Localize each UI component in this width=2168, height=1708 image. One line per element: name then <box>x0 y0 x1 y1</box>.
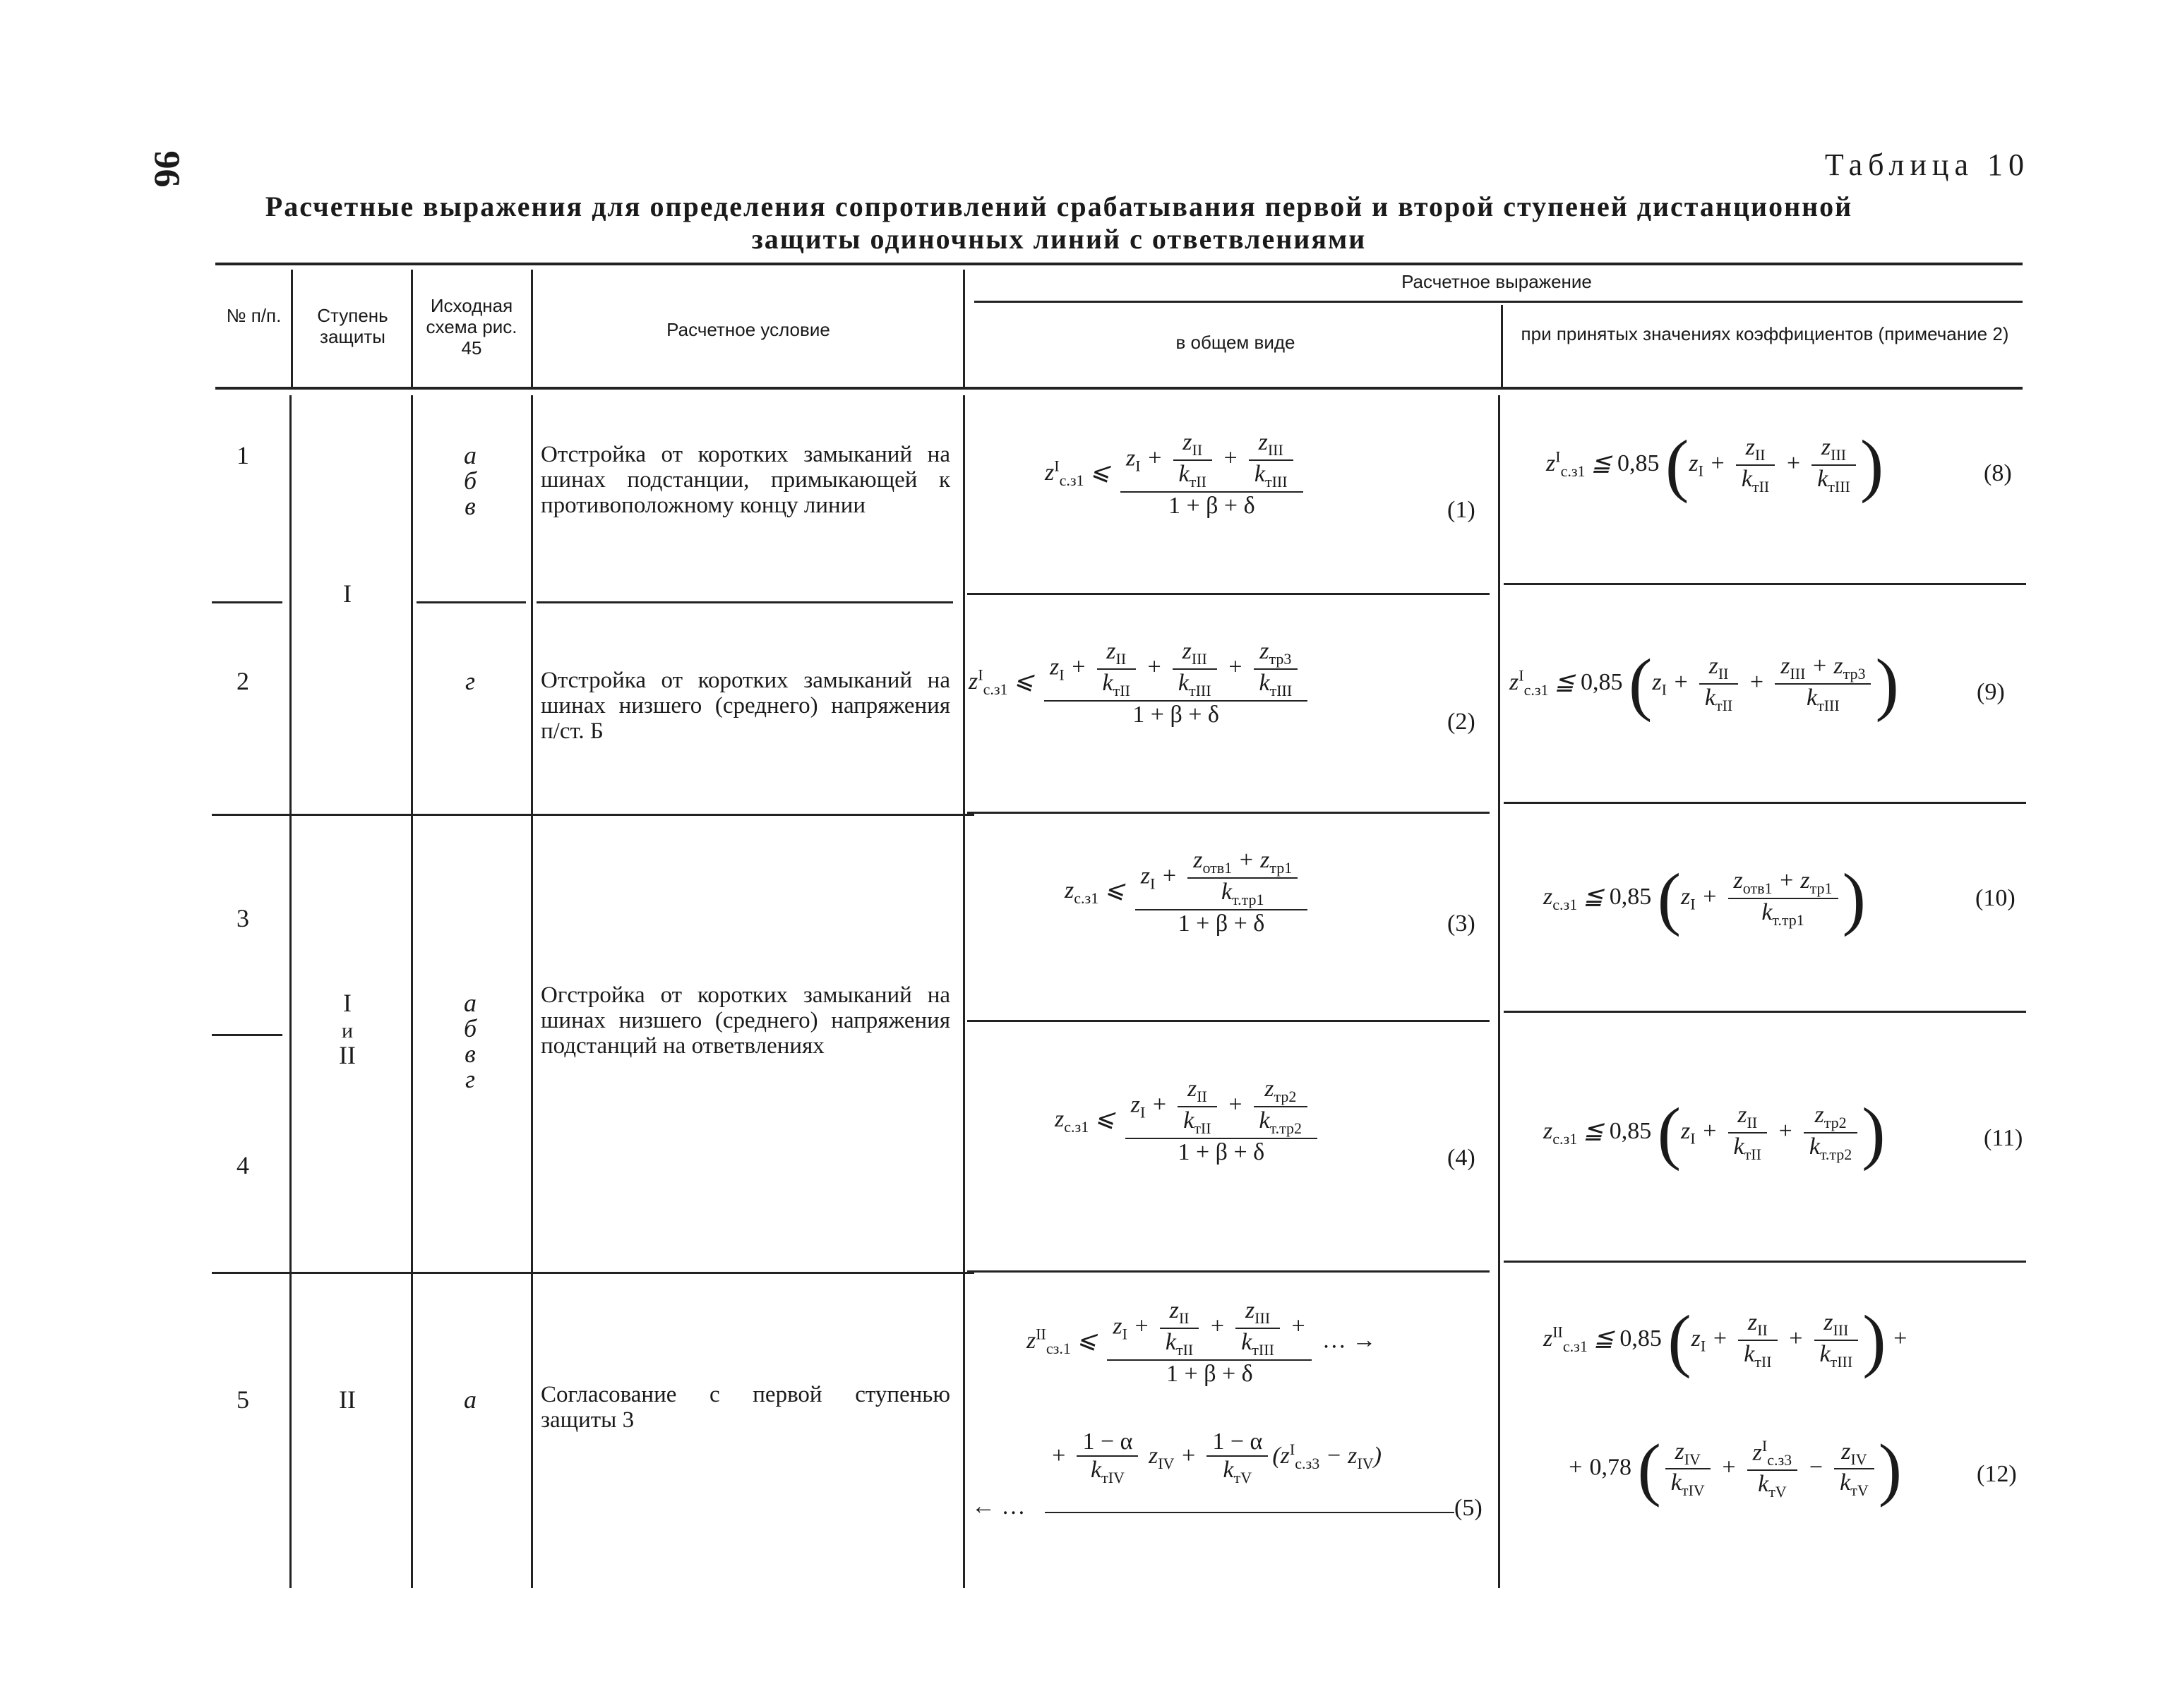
row-1-num: 1 <box>236 441 249 469</box>
formula-1-number: (1) <box>1447 497 1475 523</box>
rule-row4-sep-c <box>1504 1261 2026 1263</box>
table-label: Таблица 10 <box>1824 148 2030 182</box>
row-5-stage: II <box>339 1385 356 1414</box>
rule-row1-sep-e <box>1504 583 2026 585</box>
col-rule-4 <box>963 270 965 387</box>
rule-row3-sep-b <box>967 1020 1490 1022</box>
stage-rows-1-2: I <box>343 579 352 608</box>
col-rule-3 <box>531 270 533 387</box>
formula-5-part3: ← … <box>971 1493 1026 1520</box>
row-1-scheme-c: в <box>465 492 476 520</box>
col-rule-1b <box>289 395 292 1588</box>
formula-4: $z_{c.з1}$ ⩽ $z_I$ + $\frac{z_{II}}{k_{тII}}$ + $\frac{z_{тр2}}{k_{т.тр2}}$ 1 + β + δ <box>1055 1076 1322 1166</box>
col-rule-4b <box>963 395 965 1588</box>
rule-row1-sep-d <box>967 593 1490 595</box>
rule-expr-header <box>974 301 2023 303</box>
formula-5-part1: $z^{II}_{cз.1}$ ⩽ $z_I$ + $\frac{z_{II}}{k_{тII}}$ + $\frac{z_{III}}{k_{тIII}}$ + 1 + β + δ … → <box>1026 1297 1377 1387</box>
col-rule-5b <box>1498 395 1500 1588</box>
formula-9-number: (9) <box>1977 679 2005 705</box>
formula-11-number: (11) <box>1984 1125 2023 1151</box>
col-rule-3b <box>531 395 533 1588</box>
rows-3-4-scheme-d: г <box>465 1065 476 1093</box>
rows-3-4-condition: Огстройка от коротких замыканий на шинах низшего (среднего) напряжения подстанций на ответвлениях <box>541 982 950 1059</box>
formula-1: $z^I_{c.з1}$ ⩽ $z_I$ + $\frac{z_{II}}{k_{тII}}$ + $\frac{z_{III}}{k_{тIII}}$ 1 + β + δ <box>1045 429 1307 519</box>
coef-085-12: 0,85 <box>1619 1325 1662 1352</box>
formula-4-number: (4) <box>1447 1145 1475 1171</box>
rule-header-bottom <box>215 387 2023 390</box>
col-rule-2 <box>411 270 413 387</box>
formula-12-number: (12) <box>1977 1461 2017 1487</box>
rule-row1-sep-c <box>537 601 953 603</box>
row-5-scheme: а <box>464 1385 477 1414</box>
col-rule-5 <box>1501 305 1503 387</box>
formula-10-number: (10) <box>1975 885 2016 911</box>
coef-085-11: 0,85 <box>1609 1117 1652 1144</box>
row-5-condition: Согласование с первой ступенью защиты 3 <box>541 1382 950 1433</box>
col-rule-2b <box>411 395 413 1588</box>
row-1-scheme-a: а <box>464 441 477 469</box>
row-2-scheme: г <box>465 667 476 695</box>
stage-rows-3-4-c: II <box>339 1041 356 1069</box>
coef-078: 0,78 <box>1589 1454 1631 1481</box>
formula-3-number: (3) <box>1447 910 1475 937</box>
formula-11: $z_{c.з1}$ ≦ 0,85 ($z_I$ + $\frac{z_{II}}{k_{тII}}$ + $\frac{z_{тр2}}{k_{т.тр2}}$ ) <box>1543 1093 1886 1172</box>
formula-3: $z_{c.з1}$ ⩽ $z_I$ + $\frac{z_{отв1} + z_{тр1}}{k_{т.тр1}}$ 1 + β + δ <box>1065 847 1312 937</box>
rule-row2-sep-b <box>967 812 1490 814</box>
row-1-condition: Отстройка от коротких замыканий на шинах подстанции, примыкающей к противоположному концу линии <box>541 442 950 518</box>
row-3-num: 3 <box>236 904 249 932</box>
rows-3-4-scheme-b: б <box>463 1014 477 1042</box>
row-5-num: 5 <box>236 1385 249 1414</box>
header-num: № п/п. <box>226 305 282 326</box>
header-stage: Ступень защиты <box>317 305 388 347</box>
header-accepted: при принятых значениях коэффициентов (примечание 2) <box>1521 323 2009 344</box>
stage-rows-3-4-b: и <box>341 1019 354 1042</box>
row-2-condition: Отстройка от коротких замыканий на шинах низшего (среднего) напряжения п/ст. Б <box>541 668 950 744</box>
coef-085-9: 0,85 <box>1581 668 1623 695</box>
rule-row4-sep <box>212 1272 974 1274</box>
rows-3-4-scheme-a: а <box>464 989 477 1017</box>
formula-5-line <box>1045 1512 1454 1513</box>
formula-5-part2: + $\frac{1 - \alpha}{k_{тIV}}$ $z_{IV}$ + $\frac{1 - \alpha}{k_{тV}}$ $(z^I_{c.з3} - z_{IV})$ <box>1050 1429 1382 1486</box>
stage-rows-3-4-a: I <box>343 989 352 1017</box>
header-condition: Расчетное условие <box>666 319 830 340</box>
col-rule-1 <box>291 270 293 387</box>
formula-8: $z^I_{c.з1}$ ≦ 0,85 ($z_I$ + $\frac{z_{II}}{k_{тII}}$ + $\frac{z_{III}}{k_{тIII}}$ ) <box>1546 426 1884 504</box>
table-title: Расчетные выражения для определения сопротивлений срабатывания первой и второй ступеней дистанционной защиты одиночных линий с ответвлениями <box>265 191 1853 255</box>
page-number: 96 <box>146 150 187 188</box>
formula-5-number: (5) <box>1454 1495 1483 1521</box>
row-1-scheme-b: б <box>463 467 477 495</box>
rule-row2-sep <box>212 814 974 816</box>
rule-row3-sep-c <box>1504 1011 2026 1013</box>
header-general: в общем виде <box>1175 332 1295 353</box>
formula-9: $z^I_{c.з1}$ ≦ 0,85 ($z_I$ + $\frac{z_{II}}{k_{тII}}$ + $\frac{z_{III} + z_{тр3}}{k_{тIII}}$ ) <box>1509 644 1899 723</box>
rule-row3-sep <box>212 1034 282 1036</box>
rule-row4-sep-b <box>967 1270 1490 1273</box>
rule-row1-sep-b <box>417 601 526 603</box>
formula-8-number: (8) <box>1984 460 2012 486</box>
row-4-num: 4 <box>236 1151 249 1179</box>
row-2-num: 2 <box>236 667 249 695</box>
rows-3-4-scheme-c: в <box>465 1040 476 1068</box>
rule-row2-sep-c <box>1504 802 2026 804</box>
formula-12-part1: $z^{II}_{c.з1}$ ≦ 0,85 ($z_I$ + $\frac{z_{II}}{k_{тII}}$ + $\frac{z_{III}}{k_{тIII}}$ ) + <box>1543 1301 1908 1379</box>
formula-12-part2: + 0,78 ( $\frac{z_{IV}}{k_{тIV}}$ + $\frac{z^I_{c.з3}}{k_{тV}}$ − $\frac{z_{IV}}{k_{тV}}$ ) <box>1567 1429 1903 1508</box>
formula-2-number: (2) <box>1447 709 1475 735</box>
header-scheme: Исходная схема рис. 45 <box>426 295 517 359</box>
header-expression: Расчетное выражение <box>1401 271 1592 292</box>
formula-2: $z^I_{c.з1}$ ⩽ $z_I$ + $\frac{z_{II}}{k_{тII}}$ + $\frac{z_{III}}{k_{тIII}}$ + $\frac{z_{тр3}}{k_{тIII}}$ 1 + β + δ <box>969 638 1312 728</box>
coef-085-10: 0,85 <box>1609 883 1652 910</box>
coef-085-8: 0,85 <box>1617 450 1660 476</box>
formula-10: $z_{c.з1}$ ≦ 0,85 ($z_I$ + $\frac{z_{отв1} + z_{тр1}}{k_{т.тр1}}$ ) <box>1543 859 1866 937</box>
rule-top <box>215 263 2023 265</box>
rule-row1-sep <box>212 601 282 603</box>
